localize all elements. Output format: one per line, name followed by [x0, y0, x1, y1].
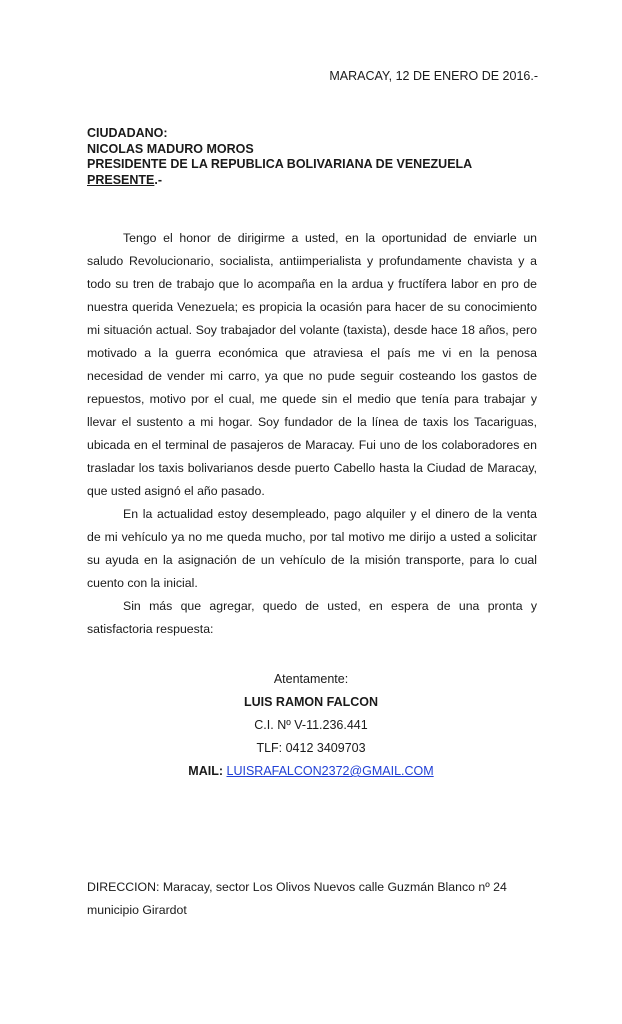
letter-body [87, 227, 537, 641]
body-paragraph-1: Tengo el honor de dirigirme a usted, en la oportunidad de enviarle un saludo Revolucionario, socialista, antiimperialista y profundamente chavista y a todo su tren de trabajo que lo acompaña en la ardua y fructífera labor en pro de nuestra querida Venezuela; es propicia la ocasión para hacer de su conocimiento mi situación actual. Soy trabajador del volante (taxista), desde hace 18 años, pero motivado a la guerra económica que atraviesa el país me vi en la penosa necesidad de vender mi carro, ya que no pude seguir costeando los gastos de repuestos, motivo por el cual, me quede sin el medio que tenía para trabajar y llevar el sustento a mi hogar. Soy fundador de la línea de taxis los Tacariguas, ubicada en el terminal de pasajeros de Maracay. Fui uno de los colaboradores en trasladar los taxis bolivarianos desde puerto Cabello hasta la Ciudad de Maracay, que usted asignó el año pasado. [87, 231, 537, 498]
addressee-block [87, 126, 472, 188]
presente-suffix: .- [154, 172, 163, 187]
letter-date: MARACAY, 12 DE ENERO DE 2016.- [329, 69, 538, 83]
closing-text: Atentamente: [273, 672, 349, 686]
presente-word: PRESENTE [87, 172, 155, 187]
addressee-salutation: CIUDADANO: [87, 126, 168, 140]
signer-mail [0, 760, 622, 783]
addressee-presente [87, 173, 472, 189]
body-paragraph-2: En la actualidad estoy desempleado, pago alquiler y el dinero de la venta de mi vehículo ya no me queda mucho, por tal motivo me dirijo a usted a solicitar su ayuda en la asignación de un vehículo de la misión transporte, para lo cual cuento con la inicial. [87, 507, 537, 590]
addressee-name: NICOLAS MADURO MOROS [87, 141, 254, 156]
addressee-title: PRESIDENTE DE LA REPUBLICA BOLIVARIANA DE VENEZUELA [87, 157, 473, 171]
body-paragraph-3: Sin más que agregar, quedo de usted, en espera de una pronta y satisfactoria respuesta: [87, 599, 537, 636]
mail-label: MAIL: [188, 764, 224, 778]
address-line-2: municipio Girardot [87, 903, 187, 917]
address-block [87, 876, 547, 922]
signer-name: LUIS RAMON FALCON [243, 695, 379, 709]
address-line-1: DIRECCION: Maracay, sector Los Olivos Nuevos calle Guzmán Blanco nº 24 [87, 880, 507, 894]
signer-id: C.I. Nº V-11.236.441 [254, 718, 368, 732]
signer-phone: TLF: 0412 3409703 [256, 741, 366, 755]
email-link[interactable]: LUISRAFALCON2372@GMAIL.COM [226, 764, 434, 778]
signature-block [0, 668, 622, 783]
